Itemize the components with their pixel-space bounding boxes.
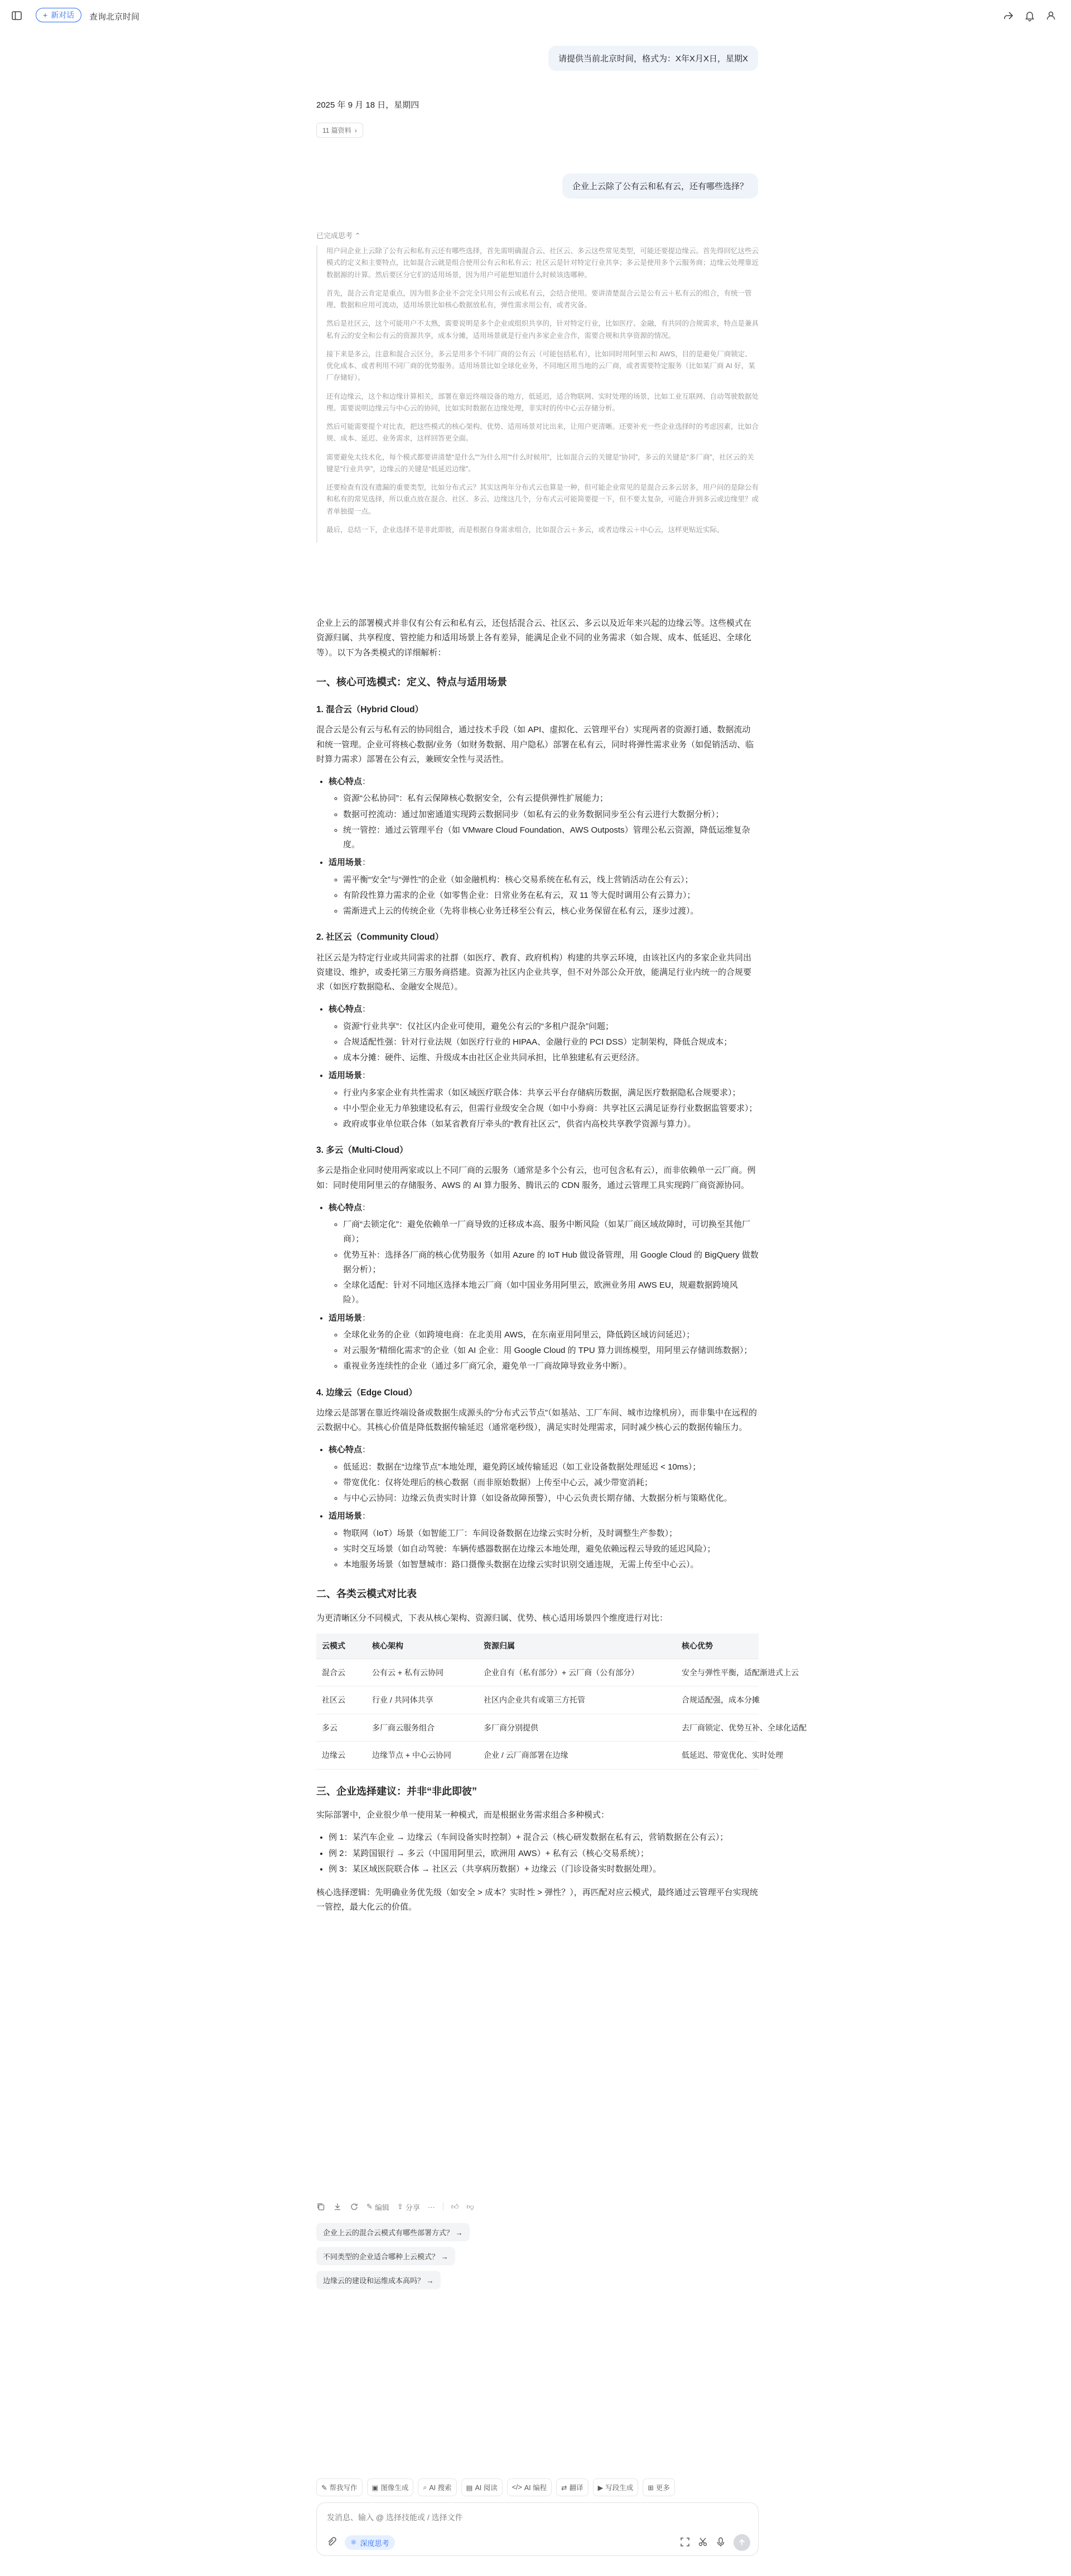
mode-heading: 4. 边缘云（Edge Cloud）	[316, 1388, 417, 1398]
mode-heading: 2. 社区云（Community Cloud）	[316, 932, 444, 943]
table-cell: 低延迟、带宽优化、实时处理	[676, 1742, 759, 1770]
skill-toolbar	[316, 2478, 675, 2496]
list-item: ◦ 中小型企业无力单独建设私有云，但需行业级安全合规（如中小券商：共享社区云满足证券行业数据监管要求）；	[343, 1101, 759, 1116]
search-icon: ⌕	[423, 2483, 427, 2491]
tool-translate[interactable]: ⇄ 翻译	[556, 2478, 588, 2496]
list-item: ◦ 带宽优化：仅将处理后的核心数据（而非原始数据）上传至中心云，减少带宽消耗；	[343, 1476, 759, 1490]
code-icon: </>	[512, 2483, 522, 2491]
arrow-right-icon: →	[455, 2229, 463, 2237]
table-cell: 多云	[316, 1714, 366, 1742]
chat-input-box	[316, 2502, 759, 2556]
tool-video-gen[interactable]: ▶ 写段生成	[593, 2478, 639, 2496]
translate-icon: ⇄	[561, 2483, 567, 2492]
arrow-right-icon: →	[426, 2277, 434, 2285]
conversation-title: 查询北京时间	[89, 12, 140, 22]
tool-ai-reading[interactable]: ▤ AI 阅读	[461, 2478, 503, 2496]
table-cell: 混合云	[316, 1659, 366, 1686]
send-button[interactable]	[734, 2534, 750, 2551]
list-item: ◦ 成本分摊：硬件、运维、升级成本由社区企业共同承担，比单独建私有云更经济。	[343, 1051, 759, 1065]
table-cell: 边缘云	[316, 1742, 366, 1770]
thumbs-down-icon[interactable]: 👎︎	[466, 2202, 474, 2211]
scan-icon[interactable]	[679, 2536, 691, 2548]
microphone-icon[interactable]	[715, 2536, 726, 2548]
table-row	[316, 1742, 759, 1770]
list-label: 核心特点	[329, 1004, 363, 1014]
table-header: 云模式	[316, 1633, 366, 1659]
table-row	[316, 1686, 759, 1714]
list-label: 适用场景	[329, 858, 363, 868]
share-button[interactable]: ⇪ 分享	[397, 2202, 420, 2212]
tool-writing[interactable]: ✎ 帮我写作	[316, 2478, 363, 2496]
chevron-right-icon: ›	[354, 126, 357, 134]
list-item: ◦ 行业内多家企业有共性需求（如区域医疗联合体：共享云平台存储病历数据，满足医疗数据隐私合规要求）；	[343, 1086, 759, 1100]
regenerate-icon[interactable]	[350, 2202, 359, 2211]
section-heading: 二、各类云模式对比表	[316, 1588, 417, 1600]
list-item: ◦ 全球化适配：针对不同地区选择本地云厂商（如中国业务用阿里云，欧洲业务用 AWS EU，规避数据跨境风险）。	[343, 1278, 759, 1308]
table-cell: 多厂商分别提供	[478, 1714, 676, 1742]
table-cell: 合规适配强，成本分摊	[676, 1686, 759, 1714]
pencil-icon: ✎	[366, 2202, 373, 2211]
list-item: ◦ 政府或事业单位联合体（如某省教育厅牵头的“教育社区云”，供省内高校共享教学资源与算力）。	[343, 1117, 759, 1132]
thinking-paragraph: 最后，总结一下，企业选择不是非此即彼，而是根据自身需求组合，比如混合云＋多云，或者边缘云＋中心云，这样更贴近实际。	[326, 525, 724, 534]
image-icon: ▣	[372, 2483, 379, 2492]
list-item: ◦ 实时交互场景（如自动驾驶：车辆传感器数据在边缘云本地处理，避免依赖远程云导致的延迟风险）；	[343, 1542, 759, 1557]
list-item: • 例 3：某区域医院联合体 → 社区云（共享病历数据）+ 边缘云（门诊设备实时数据处理）。	[329, 1862, 759, 1877]
user-message-1: 请提供当前北京时间，格式为：X年X月X日，星期X	[548, 46, 758, 71]
table-cell: 企业自有（私有部分）+ 云厂商（公有部分）	[478, 1659, 676, 1686]
attachment-icon[interactable]	[326, 2536, 337, 2548]
scissors-icon[interactable]	[697, 2536, 708, 2548]
tool-ai-search[interactable]: ⌕ AI 搜索	[418, 2478, 456, 2496]
list-item: • 例 2：某跨国银行 → 多云（中国用阿里云，欧洲用 AWS）+ 私有云（核心交易系统）；	[329, 1847, 759, 1861]
table-header: 核心架构	[366, 1633, 478, 1659]
share-icon: ⇪	[397, 2202, 403, 2211]
list-item: ◦ 本地服务场景（如智慧城市：路口摄像头数据在边缘云实时识别交通违规，无需上传至中心云）。	[343, 1558, 759, 1572]
list-item: ◦ 需平衡“安全”与“弹性”的企业（如金融机构：核心交易系统在私有云，线上营销活动在公有云）；	[343, 873, 759, 887]
table-cell: 行业 / 共同体共享	[366, 1686, 478, 1714]
thumbs-up-icon[interactable]: 👍︎	[451, 2202, 459, 2211]
list-label: 核心特点	[329, 1202, 363, 1212]
top-bar	[0, 0, 1071, 31]
mode-description: 社区云是为特定行业或共同需求的社群（如医疗、教育、政府机构）构建的共享云环境，由该社区内的多家企业共同出资建设、维护，或委托第三方服务商搭建。资源为社区内企业共享，但不对外部公众开放，能满足行业内统一的合规要求（如医疗数据隐私、金融安全规范）。	[316, 953, 752, 992]
thinking-toggle[interactable]: 已完成思考 ⌃	[316, 231, 361, 240]
arrow-up-icon	[738, 2539, 746, 2546]
list-item: ◦ 厂商“去锁定化”：避免依赖单一厂商导致的迁移成本高、服务中断风险（如某厂商区域故障时，可切换至其他厂商）；	[343, 1217, 759, 1247]
list-item: ◦ 优势互补：选择各厂商的核心优势服务（如用 Azure 的 IoT Hub 做设备管理，用 Google Cloud 的 BigQuery 做数据分析）；	[343, 1248, 759, 1278]
list-label: 适用场景	[329, 1071, 363, 1081]
suggestion-chip[interactable]: 企业上云的混合云模式有哪些部署方式？ →	[316, 2223, 470, 2241]
suggestion-chip[interactable]: 边缘云的建设和运维成本高吗？ →	[316, 2271, 441, 2289]
book-icon: ▤	[466, 2483, 473, 2492]
table-cell: 企业 / 云厂商部署在边缘	[478, 1742, 676, 1770]
answer-conclusion: 核心选择逻辑：先明确业务优先级（如安全 > 成本？实时性 > 弹性？），再匹配对应云模式，最终通过云管理平台实现统一管控，最大化云的价值。	[316, 1888, 758, 1912]
list-label: 适用场景	[329, 1511, 363, 1521]
deep-think-toggle[interactable]: ⚛ 深度思考	[345, 2535, 395, 2550]
table-cell: 多厂商云服务组合	[366, 1714, 478, 1742]
section-heading: 三、企业选择建议：并非“非此即彼”	[316, 1785, 477, 1797]
message-input[interactable]	[326, 2511, 741, 2525]
thinking-paragraph: 然后是社区云，这个可能用户不太熟，需要说明是多个企业或组织共享的，针对特定行业，比如医疗、金融，有共同的合规需求，特点是兼具私有云的安全和公有云的资源共享，成本分摊，适用场景就是行业内多家企业合作，需要合规和共享资源的情况。	[326, 320, 759, 340]
table-row	[316, 1714, 759, 1742]
table-cell: 社区云	[316, 1686, 366, 1714]
section-intro: 实际部署中，企业很少单一使用某一种模式，而是根据业务需求组合多种模式：	[316, 1810, 610, 1820]
table-cell: 边缘节点 + 中心云协同	[366, 1742, 478, 1770]
list-item: ◦ 资源“行业共享”：仅社区内企业可使用，避免公有云的“多租户混杂”问题；	[343, 1019, 759, 1034]
comparison-table	[316, 1633, 807, 1770]
assistant-answer: 企业上云的部署模式并非仅有公有云和私有云，还包括混合云、社区云、多云以及近年来兴起的边缘云等。这些模式在资源归属、共享程度、管控能力和适用场景上各有差异，能满足企业不同的业务需求（如合规、成本、低延迟、全球化等）。以下为各类模式的详细解析： 一、核心可选模式：定义、特点与适用场景 1. 混合云（Hybrid Cloud） 混合云是公有云与私有云的协同组合，通过技术手段（如 API、虚拟化、云管理平台）实现两者的资源打通、数据流动和统一管理。企业可将核心数据/业务（如财务数据、用户隐私）部署在私有云，同时将弹性需求业务（如促销活动、临时算力需求）部署在公有云，兼顾安全性与灵活性。 • 核心特点： ◦ 资源“公私协同”：私有云保障核心数据安全，公有云提供弹性扩展能力； ◦ 数据可控流动：通过加密通道实现跨云数据同步（如私有云的业务数据同步至公有云进行大数据分析）； ◦ 统一管控：通过云管理平台（如 VMware Cloud Foundation、AWS Outposts）管理公私云资源，降低运维复杂度。 • 适用场景： ◦ 需平衡“安全”与“弹性”的企业（如金融机构：核心交易系统在私有云，线上营销活动在公有云）； ◦ 有阶段性算力需求的企业（如零售企业：日常业务在私有云，双 11 等大促时调用公有云算力）； ◦ 需渐进式上云的传统企业（先将非核心业务迁移至公有云，核心业务保留在私有云，逐步过渡）。 2. 社区云（Community Cloud） 社区云是为特定行业或共同需求的社群（如医疗、教育、政府机构）构建的共享云环境，由该社区内的多家企业共同出资建设、维护，或委托第三方服务商搭建。资源为社区内企业共享，但不对外部公众开放，能满足行业内统一的合规要求（如医疗数据隐私、金融安全规范）。 • 核心特点： ◦ 资源“行业共享”：仅社区内企业可使用，避免公有云的“多租户混杂”问题； ◦ 合规适配性强：针对行业法规（如医疗行业的 HIPAA、金融行业的 PCI DSS）定制架构，降低合规成本； ◦ 成本分摊：硬件、运维、升级成本由社区企业共同承担，比单独建私有云更经济。 • 适用场景： ◦ 行业内多家企业有共性需求（如区域医疗联合体：共享云平台存储病历数据，满足医疗数据隐私合规要求）； ◦ 中小型企业无力单独建设私有云，但需行业级安全合规（如中小券商：共享社区云满足证券行业数据监管要求）； ◦ 政府或事业单位联合体（如某省教育厅牵头的“教育社区云”，供省内高校共享教学资源与算力）。 3. 多云（Multi-Cloud） 多云是指企业同时使用两家或以上不同厂商的云服务（通常是多个公有云，也可包含私有云），而非依赖单一云厂商。例如：同时使用阿里云的存储服务、AWS 的 AI 算力服务、腾讯云的 CDN 服务，通过云管理工具实现跨厂商资源协同。 • 核心特点： ◦ 厂商“去锁定化”：避免依赖单一厂商导致的迁移成本高、服务中断风险（如某厂商区域故障时，可切换至其他厂商）； ◦ 优势互补：选择各厂商的核心优势服务（如用 Azure 的 IoT Hub 做设备管理，用 Google Cloud 的 BigQuery 做数据分析）； ◦ 全球化适配：针对不同地区选择本地云厂商（如中国业务用阿里云，欧洲业务用 AWS EU，规避数据跨境风险）。 • 适用场景： ◦ 全球化业务的企业（如跨境电商：在北美用 AWS，在东南亚用阿里云，降低跨区域访问延迟）； ◦ 对云服务“精细化需求”的企业（如 AI 企业：用 Google Cloud 的 TPU 算力训练模型，用阿里云存储训练数据）； ◦ 重视业务连续性的企业（通过多厂商冗余，避免单一厂商故障导致业务中断）。 4. 边缘云（Edge Cloud） 边缘云是部署在靠近终端设备或数据生成源头的“分布式云节点”（如基站、工厂车间、城市边缘机房），而非集中在远程的云数据中心。其核心价值是降低数据传输延迟（通常毫秒级），满足实时处理需求，同时减少核心云的数据传输压力。 • 核心特点： ◦ 低延迟：数据在“边缘节点”本地处理，避免跨区域传输延迟（如工业设备数据处理延迟 < 10ms）； ◦ 带宽优化：仅将处理后的核心数据（而非原始数据）上传至中心云，减少带宽消耗； ◦ 与中心云协同：边缘云负责实时计算（如设备故障预警），中心云负责长期存储、大数据分析与策略优化。 • 适用场景： ◦ 物联网（IoT）场景（如智能工厂：车间设备数据在边缘云实时分析，及时调整生产参数）； ◦ 实时交互场景（如自动驾驶：车辆传感器数据在边缘云本地处理，避免依赖远程云导致的延迟风险）； ◦ 本地服务场景（如智慧城市：路口摄像头数据在边缘云实时识别交通违规，无需上传至中心云）。 二、各类云模式对比表 为更清晰区分不同模式，下表从核心架构、资源归属、优势、核心适用场景四个维度进行对比： 云模式 核心架构 资源归属 核心优势 混合云 公有云 + 私有云协同 企业自有（私有部分）+ 云厂商（公有部分） 安全与弹性平衡，适配渐进式上云 社区云 行业 / 共同体共享 社区内企业共有或第三方托管 合规适配强，成本分摊 多云 多厂商云服务组合 多厂商分别提供 去厂商锁定、优势互补、全球化适配 边缘云 边缘节点 + 中心云协同 企业 / 云厂商部署在边缘 低延迟、带宽优化、实时处理 三、企业选择建议：并非“非此即彼” 实际部署中，企业很少单一使用某一种模式，而是根据业务需求组合多种模式： • 例 1：某汽车企业 → 边缘云（车间设备实时控制）+ 混合云（核心研发数据在私有云，营销数据在公有云）； • 例 2：某跨国银行 → 多云（中国用阿里云，欧洲用 AWS）+ 私有云（核心交易系统）； • 例 3：某区域医院联合体 → 社区云（共享病历数据）+ 边缘云（门诊设备实时数据处理）。 核心选择逻辑：先明确业务优先级（如安全 > 成本？实时性 > 弹性？），再匹配对应云模式，最终通过云管理平台实现统一管控，最大化云的价值。	[316, 616, 759, 1923]
mode-description: 边缘云是部署在靠近终端设备或数据生成源头的“分布式云节点”（如基站、工厂车间、城市边缘机房），而非集中在远程的云数据中心。其核心价值是降低数据传输延迟（通常毫秒级），满足实时处理需求，同时减少核心云的数据传输压力。	[316, 1408, 757, 1432]
list-item: ◦ 数据可控流动：通过加密通道实现跨云数据同步（如私有云的业务数据同步至公有云进行大数据分析）；	[343, 808, 759, 822]
list-item: ◦ 重视业务连续性的企业（通过多厂商冗余，避免单一厂商故障导致业务中断）。	[343, 1359, 759, 1374]
thinking-paragraph: 接下来是多云，注意和混合云区分，多云是用多个不同厂商的公有云（可能包括私有），比如同时用阿里云和 AWS，目的是避免厂商锁定、优化成本、或者利用不同厂商的优势服务。适用场景比如全球化业务，不同地区用当地的云厂商，或者需要特定服务（比如某厂商 AI 好，某厂存储好）。	[326, 350, 755, 382]
answer-intro: 企业上云的部署模式并非仅有公有云和私有云，还包括混合云、社区云、多云以及近年来兴起的边缘云等。这些模式在资源归属、共享程度、管控能力和适用场景上各有差异，能满足企业不同的业务需求（如合规、成本、低延迟、全球化等）。以下为各类模式的详细解析：	[316, 618, 752, 658]
thinking-paragraph: 还要检查有没有遗漏的重要类型，比如分布式云？其实这两年分布式云也算是一种，但可能企业常见的是混合云多云居多，用户问的是除公有和私有的常见选择，所以重点放在混合、社区、多云、边缘这几个，分布式云可能简要提一下，但不要太复杂，可能合并到多云或边缘里？或者单独提一点。	[326, 484, 759, 515]
edit-button[interactable]: ✎ 编辑	[366, 2202, 389, 2212]
list-item: ◦ 物联网（IoT）场景（如智能工厂：车间设备数据在边缘云实时分析，及时调整生产参数）；	[343, 1526, 759, 1541]
mode-description: 多云是指企业同时使用两家或以上不同厂商的云服务（通常是多个公有云，也可包含私有云），而非依赖单一云厂商。例如：同时使用阿里云的存储服务、AWS 的 AI 算力服务、腾讯云的 CDN 服务，通过云管理工具实现跨厂商资源协同。	[316, 1166, 756, 1190]
table-cell: 社区内企业共有或第三方托管	[478, 1686, 676, 1714]
list-item: ◦ 有阶段性算力需求的企业（如零售企业：日常业务在私有云，双 11 等大促时调用公有云算力）；	[343, 888, 759, 903]
table-cell: 安全与弹性平衡，适配渐进式上云	[676, 1659, 759, 1686]
pen-icon: ✎	[321, 2483, 327, 2492]
mode-description: 混合云是公有云与私有云的协同组合，通过技术手段（如 API、虚拟化、云管理平台）实现两者的资源打通、数据流动和统一管理。企业可将核心数据/业务（如财务数据、用户隐私）部署在私有云，同时将弹性需求业务（如促销活动、临时算力需求）部署在公有云，兼顾安全性与灵活性。	[316, 725, 754, 764]
new-chat-button[interactable]	[36, 8, 81, 22]
list-item: ◦ 全球化业务的企业（如跨境电商：在北美用 AWS，在东南亚用阿里云，降低跨区域访问延迟）；	[343, 1328, 759, 1342]
bell-icon[interactable]	[1024, 10, 1035, 21]
list-item: ◦ 与中心云协同：边缘云负责实时计算（如设备故障预警），中心云负责长期存储、大数据分析与策略优化。	[343, 1491, 759, 1506]
section-intro: 为更清晰区分不同模式，下表从核心架构、资源归属、优势、核心适用场景四个维度进行对比：	[316, 1613, 668, 1623]
tool-more[interactable]: ⊞ 更多	[643, 2478, 675, 2496]
chevron-up-icon: ⌃	[354, 231, 361, 240]
table-cell: 公有云 + 私有云协同	[366, 1659, 478, 1686]
list-item: ◦ 需渐进式上云的传统企业（先将非核心业务迁移至公有云，核心业务保留在私有云，逐步过渡）。	[343, 904, 759, 919]
table-header-row	[316, 1633, 759, 1659]
share-icon[interactable]	[1003, 10, 1014, 21]
plus-icon: +	[43, 11, 48, 20]
table-header: 资源归属	[478, 1633, 676, 1659]
thinking-paragraph: 然后可能需要提个对比表，把这些模式的核心架构、优势、适用场景对比出来，让用户更清晰。还要补充一些企业选择时的考虑因素，比如合规、成本、延迟、业务需求，这样回答更全面。	[326, 423, 759, 443]
user-icon[interactable]	[1045, 10, 1056, 21]
grid-icon: ⊞	[648, 2483, 654, 2492]
list-item: ◦ 低延迟：数据在“边缘节点”本地处理，避免跨区域传输延迟（如工业设备数据处理延迟 < 10ms）；	[343, 1460, 759, 1475]
arrow-right-icon: →	[441, 2253, 448, 2261]
list-item: ◦ 资源“公私协同”：私有云保障核心数据安全，公有云提供弹性扩展能力；	[343, 791, 759, 806]
list-item: ◦ 统一管控：通过云管理平台（如 VMware Cloud Foundation、AWS Outposts）管理公私云资源，降低运维复杂度。	[343, 823, 759, 853]
table-cell: 去厂商锁定、优势互补、全球化适配	[676, 1714, 759, 1742]
video-icon: ▶	[597, 2483, 604, 2492]
section-heading: 一、核心可选模式：定义、特点与适用场景	[316, 676, 507, 688]
thinking-paragraph: 首先，混合云肯定是重点，因为很多企业不会完全只用公有云或私有云，会结合使用。要讲清楚混合云是公有云＋私有云的组合，有统一管理、数据和应用可流动，适用场景比如核心数据放私有，弹性需求用公有，或者灾备。	[326, 289, 752, 309]
list-label: 核心特点	[329, 777, 363, 787]
user-message-2: 企业上云除了公有云和私有云，还有哪些选择？	[562, 173, 758, 199]
tool-image-gen[interactable]: ▣ 图像生成	[367, 2478, 414, 2496]
more-icon[interactable]: ···	[427, 2202, 435, 2211]
sidebar-toggle-icon[interactable]	[11, 10, 22, 21]
atom-icon: ⚛	[350, 2538, 357, 2546]
thinking-paragraph: 还有边缘云，这个和边缘计算相关，部署在靠近终端设备的地方，低延迟，适合物联网、实时处理的场景，比如工业互联网、自动驾驶数据处理。需要说明边缘云与中心云的协同，比如实时数据在边缘处理，非实时的传中心云存储分析。	[326, 392, 759, 412]
suggestion-chip[interactable]: 不同类型的企业适合哪种上云模式？ →	[316, 2247, 455, 2265]
mode-heading: 1. 混合云（Hybrid Cloud）	[316, 705, 424, 715]
new-chat-label: 新对话	[51, 11, 75, 20]
message-actions	[316, 2200, 474, 2213]
web-sources-chip[interactable]: 11 篇资料 ›	[316, 123, 363, 138]
copy-icon[interactable]	[316, 2202, 325, 2211]
download-icon[interactable]	[333, 2202, 342, 2211]
list-item: • 例 1：某汽车企业 → 边缘云（车间设备实时控制）+ 混合云（核心研发数据在私有云，营销数据在公有云）；	[329, 1830, 759, 1845]
thinking-paragraph: 需要避免太技术化，每个模式都要讲清楚“是什么”“为什么用”“什么时候用”，比如混合云的关键是“协同”，多云的关键是“多厂商”，社区云的关键是“行业共享”，边缘云的关键是“低延迟边缘”。	[326, 453, 754, 473]
list-label: 核心特点	[329, 1445, 363, 1455]
table-row	[316, 1659, 759, 1686]
assistant-reply-1: 2025 年 9 月 18 日，星期四	[316, 100, 419, 110]
list-item: ◦ 对云服务“精细化需求”的企业（如 AI 企业：用 Google Cloud 的 TPU 算力训练模型，用阿里云存储训练数据）；	[343, 1343, 759, 1358]
table-header: 核心优势	[676, 1633, 759, 1659]
thinking-content	[316, 245, 759, 543]
list-item: ◦ 合规适配性强：针对行业法规（如医疗行业的 HIPAA、金融行业的 PCI DSS）定制架构，降低合规成本；	[343, 1035, 759, 1050]
list-label: 适用场景	[329, 1313, 363, 1323]
mode-heading: 3. 多云（Multi-Cloud）	[316, 1146, 408, 1156]
tool-ai-coding[interactable]: </> AI 编程	[507, 2478, 552, 2496]
thinking-paragraph: 用户问企业上云除了公有云和私有云还有哪些选择，首先需明确混合云、社区云、多云这些常见类型，可能还要提边缘云。首先得回忆这些云模式的定义和主要特点，比如混合云就是组合使用公有云和私有云；社区云是针对特定行业共享；多云是使用多个云服务商；边缘云处理靠近数据源的计算。然后要区分它们的适用场景，因为用户可能想知道什么时候该选哪种。	[326, 247, 759, 279]
